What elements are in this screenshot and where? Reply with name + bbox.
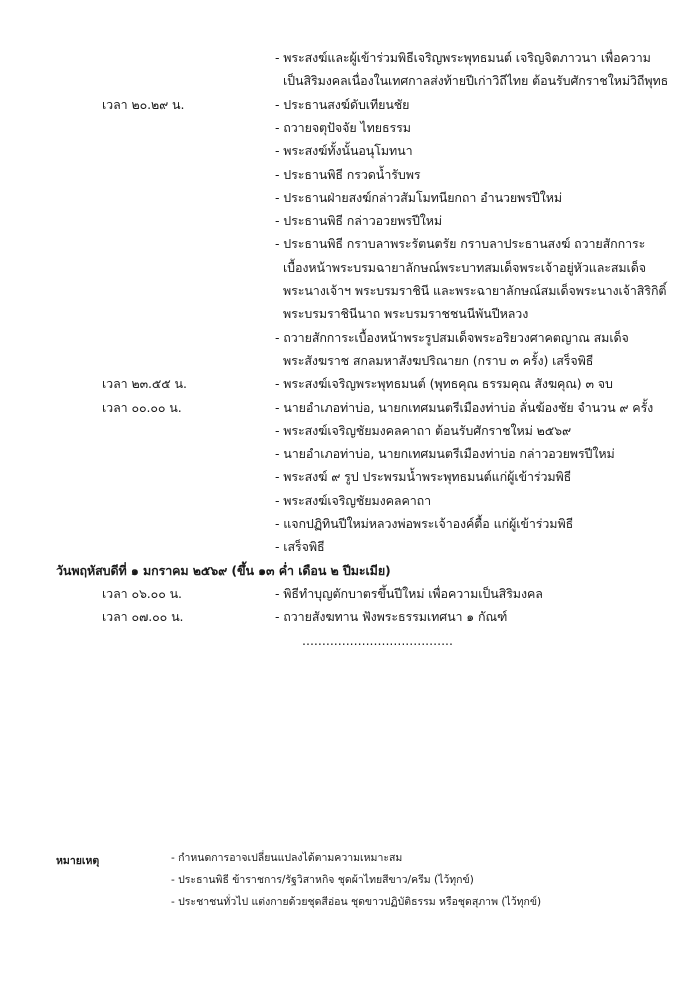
- schedule-item: - พระสงฆ์ทั้งนั้นอนุโมทนา: [275, 143, 413, 159]
- schedule-item: - พระสงฆ์เจริญพระพุทธมนต์ (พุทธคุณ ธรรมคุณ สังฆคุณ) ๓ จบ: [275, 376, 613, 392]
- schedule-item: - ถวายสักการะเบื้องหน้าพระรูปสมเด็จพระอริยวงศาคตญาณ สมเด็จ: [275, 329, 629, 345]
- schedule-item: - นายอำเภอท่าบ่อ, นายกเทศมนตรีเมืองท่าบ่อ กล่าวอวยพรปีใหม่: [275, 446, 615, 462]
- schedule-item: - เสร็จพิธี: [275, 539, 325, 555]
- schedule-item: - พระสงฆ์เจริญชัยมงคลคาถา ต้อนรับศักราชใหม่ ๒๕๖๙: [275, 422, 572, 438]
- schedule-item: - นายอำเภอท่าบ่อ, นายกเทศมนตรีเมืองท่าบ่อ ลั่นฆ้องชัย จำนวน ๙ ครั้ง: [275, 399, 654, 415]
- schedule-item-continuation: พระนางเจ้าฯ พระบรมราชินี และพระฉายาลักษณ์สมเด็จพระนางเจ้าสิริกิติ์: [283, 283, 667, 298]
- schedule-time: เวลา ๐๖.๐๐ น.: [102, 585, 182, 601]
- schedule-item-continuation: เป็นสิริมงคลเนื่องในเทศกาลส่งท้ายปีเก่าวิถีไทย ต้อนรับศักราชใหม่วิถีพุทธ: [283, 73, 669, 89]
- schedule-item: - พระสงฆ์เจริญชัยมงคลคาถา: [275, 492, 432, 508]
- schedule-item-continuation: พระบรมราชินีนาถ พระบรมราชชนนีพันปีหลวง: [283, 306, 529, 322]
- schedule-item: - พิธีทำบุญตักบาตรขึ้นปีใหม่ เพื่อความเป็นสิริมงคล: [275, 585, 543, 601]
- note-item: - ประธานพิธี ข้าราชการ/รัฐวิสาหกิจ ชุดผ้าไทยสีขาว/ครีม (ไว้ทุกข์): [171, 874, 474, 886]
- schedule-item: - พระสงฆ์ ๙ รูป ประพรมน้ำพระพุทธมนต์แก่ผู้เข้าร่วมพิธี: [275, 469, 572, 485]
- notes-label: หมายเหตุ: [56, 855, 100, 867]
- schedule-item-continuation: เบื้องหน้าพระบรมฉายาลักษณ์พระบาทสมเด็จพระเจ้าอยู่หัวและสมเด็จ: [283, 259, 646, 275]
- schedule-time: เวลา ๒๐.๒๙ น.: [102, 96, 185, 112]
- schedule-time: เวลา ๐๗.๐๐ น.: [102, 609, 184, 625]
- schedule-item: - ประธานพิธี กราบลาพระรัตนตรัย กราบลาประธานสงฆ์ ถวายสักการะ: [275, 236, 646, 252]
- day-heading: วันพฤหัสบดีที่ ๑ มกราคม ๒๕๖๙ (ขึ้น ๑๓ ค่ำ เดือน ๒ ปีมะเมีย): [56, 562, 391, 578]
- schedule-item: - ประธานพิธี กรวดน้ำรับพร: [275, 166, 421, 182]
- schedule-item-continuation: พระสังฆราช สกลมหาสังฆปริณายก (กราบ ๓ ครั้ง) เสร็จพิธี: [283, 352, 594, 368]
- schedule-time: เวลา ๐๐.๐๐ น.: [102, 399, 182, 415]
- schedule-item: - ถวายสังฆทาน ฟังพระธรรมเทศนา ๑ กัณฑ์: [275, 609, 508, 625]
- schedule-item: - ประธานสงฆ์ดับเทียนชัย: [275, 96, 410, 112]
- schedule-item: - พระสงฆ์และผู้เข้าร่วมพิธีเจริญพระพุทธมนต์ เจริญจิตภาวนา เพื่อความ: [275, 50, 651, 65]
- note-item: - กำหนดการอาจเปลี่ยนแปลงได้ตามความเหมาะสม: [171, 852, 403, 864]
- schedule-item: - ประธานพิธี กล่าวอวยพรปีใหม่: [275, 213, 443, 229]
- note-item: - ประชาชนทั่วไป แต่งกายด้วยชุดสีอ่อน ชุดขาวปฏิบัติธรรม หรือชุดสุภาพ (ไว้ทุกข์): [171, 896, 542, 908]
- schedule-item: - ประธานฝ่ายสงฆ์กล่าวสัมโมทนียกถา อำนวยพรปีใหม่: [275, 189, 563, 205]
- schedule-item: - แจกปฏิทินปีใหม่หลวงพ่อพระเจ้าองค์ตื้อ แก่ผู้เข้าร่วมพิธี: [275, 516, 574, 531]
- schedule-item: - ถวายจตุปัจจัย ไทยธรรม: [275, 119, 411, 135]
- schedule-time: เวลา ๒๓.๕๕ น.: [102, 376, 187, 392]
- dotted-separator: ......................................: [302, 632, 453, 648]
